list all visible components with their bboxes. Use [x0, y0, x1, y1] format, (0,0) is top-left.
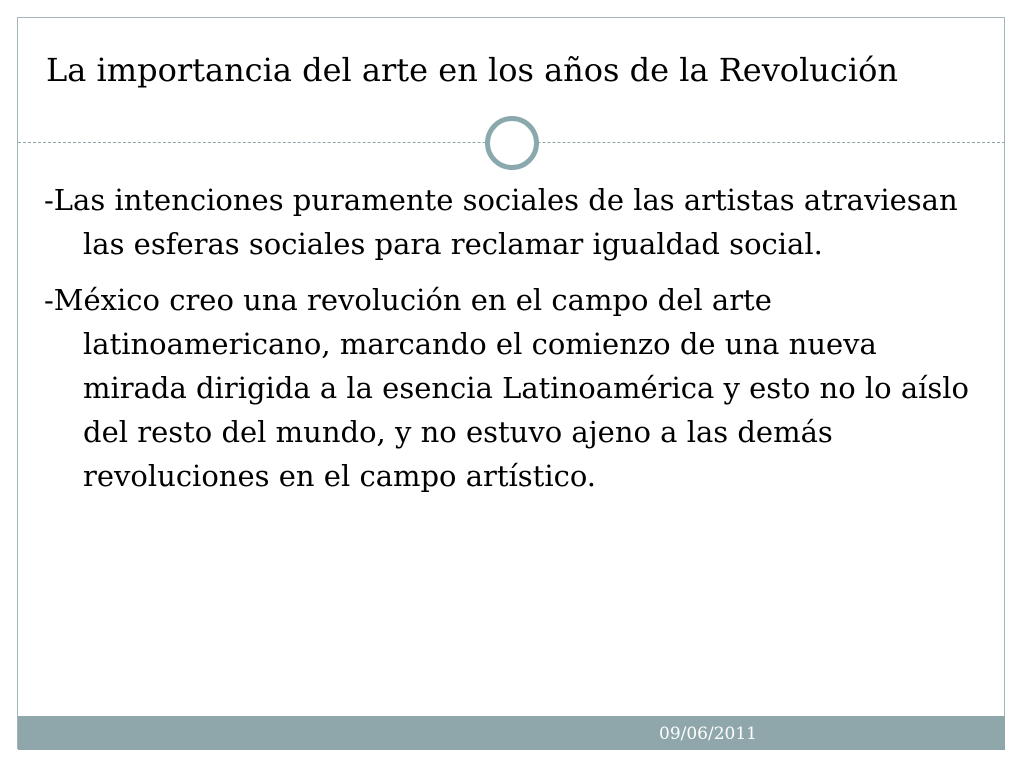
body-paragraph-2: -México creo una revolución en el campo del arte latinoamericano, marcando el comienzo de una nueva mirada dirigida a la esencia Latinoamérica y esto no lo aíslo del resto del mundo, y no estuvo ajeno a las demás revoluciones en el campo artístico.: [44, 283, 970, 493]
footer-bar: [18, 716, 1005, 750]
body-paragraph-1: -Las intenciones puramente sociales de las artistas atraviesan las esferas sociales para reclamar igualdad social.: [44, 183, 958, 261]
footer-date: 09/06/2011: [659, 724, 757, 744]
slide-title: La importancia del arte en los años de la Revolución: [46, 51, 898, 89]
slide-body: [44, 178, 974, 510]
circle-ornament-icon: [485, 116, 539, 170]
